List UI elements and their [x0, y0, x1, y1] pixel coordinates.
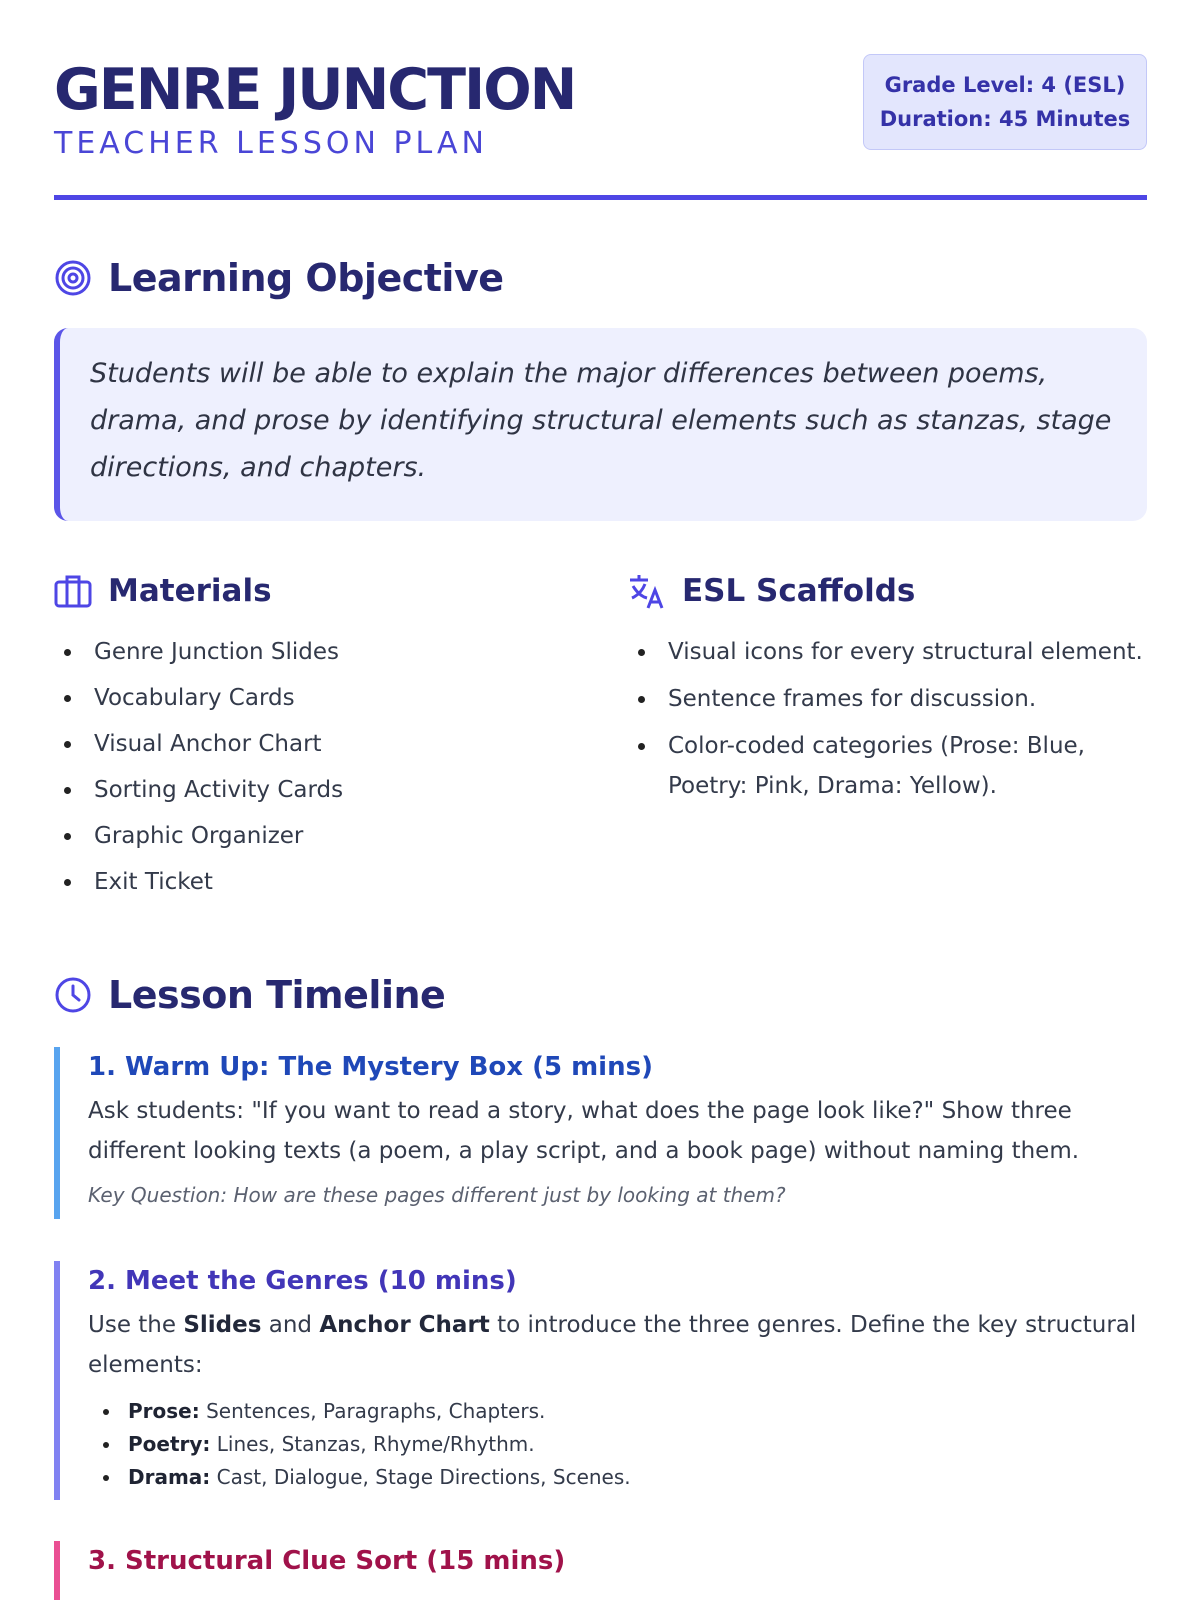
timeline-heading	[54, 973, 445, 1017]
objective-heading	[54, 256, 504, 300]
materials-item: Vocabulary Cards	[54, 678, 594, 718]
genre-element-item	[88, 1461, 1147, 1494]
scaffolds-section	[628, 572, 1147, 813]
target-icon	[54, 259, 92, 297]
timeline-step-1	[54, 1047, 1147, 1219]
timeline-step-3	[54, 1541, 1147, 1600]
materials-list	[54, 632, 594, 902]
clock-icon	[54, 976, 92, 1014]
objective-heading-text: Learning Objective	[108, 256, 504, 300]
step-2-desc-anchor-chart: Anchor Chart	[319, 1312, 490, 1338]
duration: Duration: 45 Minutes	[879, 107, 1131, 131]
genre-element-label: Prose:	[128, 1399, 200, 1423]
step-3-bar	[54, 1541, 60, 1600]
scaffolds-heading	[628, 572, 1147, 610]
materials-item: Genre Junction Slides	[54, 632, 594, 672]
step-2-desc-slides: Slides	[183, 1312, 262, 1338]
materials-item: Exit Ticket	[54, 862, 594, 902]
scaffolds-list	[628, 632, 1147, 806]
timeline-heading-text: Lesson Timeline	[108, 973, 446, 1017]
grade-level: Grade Level: 4 (ESL)	[884, 73, 1126, 97]
header-divider	[54, 195, 1147, 200]
lesson-plan-page	[54, 0, 1147, 1600]
materials-heading	[54, 572, 594, 610]
genre-element-text: Lines, Stanzas, Rhyme/Rhythm.	[210, 1432, 535, 1456]
scaffold-item: Color-coded categories (Prose: Blue, Poetry: Pink, Drama: Yellow).	[628, 726, 1147, 806]
step-2-desc-part: Use the	[88, 1312, 184, 1338]
step-2-desc-part: to introduce the three genres. Define the key structural elements:	[88, 1312, 1137, 1378]
page-title: GENRE JUNCTION	[54, 57, 576, 123]
step-2-description	[88, 1305, 1147, 1385]
scaffold-item: Visual icons for every structural element.	[628, 632, 1147, 672]
scaffold-item: Sentence frames for discussion.	[628, 679, 1147, 719]
objective-text: Students will be able to explain the major differences between poems, drama, and prose by identifying structural elements such as stanzas, stage directions, and chapters.	[90, 358, 1112, 483]
genre-element-label: Drama:	[128, 1465, 211, 1489]
materials-section	[54, 572, 594, 908]
genre-element-text: Sentences, Paragraphs, Chapters.	[199, 1399, 546, 1423]
step-2-element-list	[88, 1395, 1147, 1494]
materials-heading-text: Materials	[108, 573, 272, 609]
genre-element-item	[88, 1428, 1147, 1461]
step-3-title: 3. Structural Clue Sort (15 mins)	[88, 1546, 566, 1576]
step-1-bar	[54, 1047, 60, 1219]
genre-element-label: Poetry:	[128, 1432, 211, 1456]
objective-box	[54, 328, 1147, 521]
step-1-title: 1. Warm Up: The Mystery Box (5 mins)	[88, 1052, 653, 1082]
materials-item: Sorting Activity Cards	[54, 770, 594, 810]
briefcase-icon	[54, 572, 92, 610]
genre-element-item	[88, 1395, 1147, 1428]
lesson-meta-box	[863, 54, 1147, 150]
scaffolds-heading-text: ESL Scaffolds	[682, 573, 916, 609]
timeline-step-2	[54, 1261, 1147, 1500]
step-2-title: 2. Meet the Genres (10 mins)	[88, 1266, 517, 1296]
materials-item: Visual Anchor Chart	[54, 724, 594, 764]
step-2-desc-part: and	[261, 1312, 320, 1338]
step-2-bar	[54, 1261, 60, 1500]
page-subtitle: TEACHER LESSON PLAN	[54, 126, 488, 161]
genre-element-text: Cast, Dialogue, Stage Directions, Scenes.	[210, 1465, 631, 1489]
header	[54, 54, 1147, 200]
translate-icon	[628, 572, 666, 610]
step-1-description: Ask students: "If you want to read a story, what does the page look like?" Show three different looking texts (a poem, a play script, and a book page) without naming them.	[88, 1098, 1080, 1164]
materials-item: Graphic Organizer	[54, 816, 594, 856]
step-1-key-question: Key Question: How are these pages different just by looking at them?	[88, 1183, 786, 1207]
